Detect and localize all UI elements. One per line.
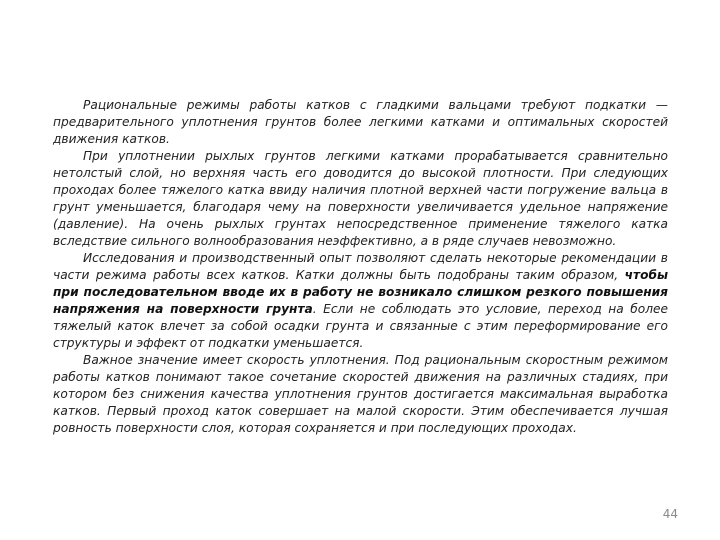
- paragraph-3: [53, 250, 668, 352]
- paragraph-1: Рациональные режимы работы катков с гладкими вальцами требуют подкатки — предварительного уплотнения грунтов более легкими катками и оптимальных скоростей движения катков.: [53, 98, 668, 146]
- paragraph-3-rest: . Если не соблюдать это условие, переход на более тяжелый каток влечет за собой осадки грунта и связанные с этим переформирование его структуры и эффект от подкатки уменьшается.: [53, 302, 668, 350]
- body-text: [53, 97, 668, 437]
- paragraph-3-emphasis: чтобы при последовательном вводе их в работу не возникало слишком резкого повышения напряжения на поверхности грунта: [53, 268, 668, 316]
- page-number: 44: [662, 507, 678, 521]
- paragraph-2: При уплотнении рыхлых грунтов легкими катками прорабатывается сравнительно нетолстый слой, но верхняя часть его доводится до высокой плотности. При следующих проходах более тяжелого катка ввиду наличия плотной верхней части погружение вальца в грунт уменьшается, благодаря чему на поверхности увеличивается удельное напряжение (давление). На очень рыхлых грунтах непосредственное применение тяжелого катка вследствие сильного волнообразования неэффективно, а в ряде случаев невозможно.: [53, 149, 668, 248]
- paragraph-4: Важное значение имеет скорость уплотнения. Под рациональным скоростным режимом работы катков понимают такое сочетание скоростей движения на различных стадиях, при котором без снижения качества уплотнения грунтов достигается максимальная выработка катков. Первый проход каток совершает на малой скорости. Этим обеспечивается лучшая ровность поверхности слоя, которая сохраняется и при последующих проходах.: [53, 353, 668, 435]
- paragraph-3-intro: Исследования и производственный опыт позволяют сделать некоторые рекомендации в части режима работы всех катков. Катки должны быть подобраны таким образом,: [53, 251, 668, 282]
